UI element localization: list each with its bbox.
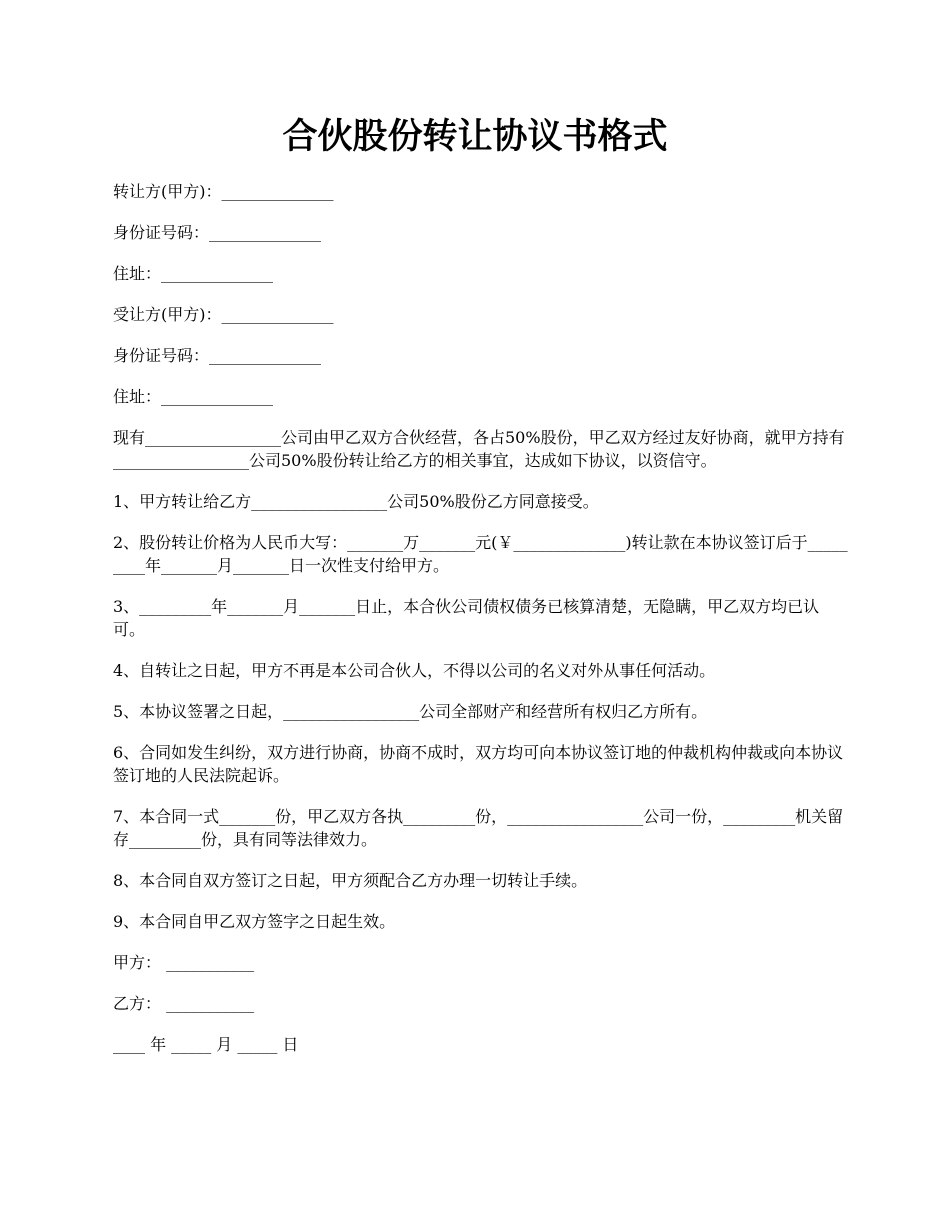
clause-5: 5、本协议签署之日起，_________________公司全部财产和经营所有权归乙方所有。 (113, 702, 708, 721)
transferor-id-line: 身份证号码：______________ (113, 223, 322, 242)
document-body (113, 180, 848, 1074)
date-line: ____ 年 _____ 月 _____ 日 (113, 1035, 299, 1054)
preamble-paragraph: 现有_________________公司由甲乙双方合伙经营，各占50%股份，甲乙双方经过友好协商，就甲方持有_________________公司50%股份转让给乙方的相关事宜，达成如下协议，以资信守。 (113, 428, 845, 470)
clause-8: 8、本合同自双方签订之日起，甲方须配合乙方办理一切转让手续。 (113, 871, 588, 890)
transferor-address-line: 住址：______________ (113, 264, 274, 283)
clause-9: 9、本合同自甲乙双方签字之日起生效。 (113, 912, 396, 931)
transferor-line: 转让方(甲方)：______________ (113, 182, 334, 201)
transferee-line: 受让方(甲方)：______________ (113, 305, 334, 324)
clause-7: 7、本合同一式_______份，甲乙双方各执_________份，_________________公司一份，_________机关留存_________份，具有同等法律效力。 (113, 807, 844, 849)
clause-1: 1、甲方转让给乙方_________________公司50%股份乙方同意接受。 (113, 492, 599, 511)
clause-2: 2、股份转让价格为人民币大写：_______万_______元(￥______________)转让款在本协议签订后于_________年_______月_______日一次性支付给甲方。 (113, 533, 848, 575)
transferee-id-line: 身份证号码：______________ (113, 346, 322, 365)
clause-6: 6、合同如发生纠纷，双方进行协商，协商不成时，双方均可向本协议签订地的仲裁机构仲裁或向本协议签订地的人民法院起诉。 (113, 743, 844, 785)
party-a-signature-line: 甲方： ___________ (113, 953, 255, 972)
clause-3: 3、_________年_______月_______日止，本合伙公司债权债务已核算清楚，无隐瞒，甲乙双方均已认可。 (113, 597, 820, 639)
document-title: 合伙股份转让协议书格式 (282, 116, 668, 157)
party-b-signature-line: 乙方： ___________ (113, 994, 255, 1013)
transferee-address-line: 住址：______________ (113, 387, 274, 406)
clause-4: 4、自转让之日起，甲方不再是本公司合伙人，不得以公司的名义对外从事任何活动。 (113, 661, 716, 680)
